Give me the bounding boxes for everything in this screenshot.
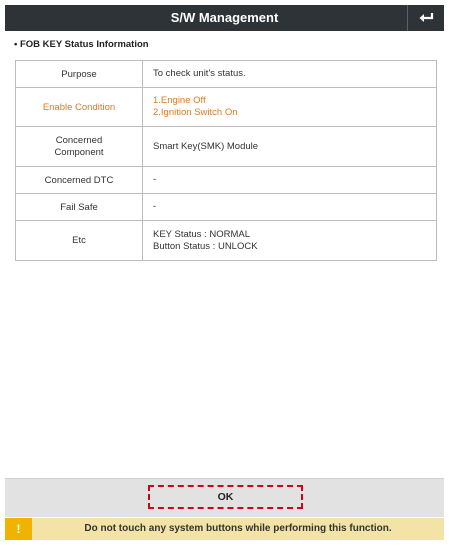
row-value-fail-safe <box>143 194 437 221</box>
value-line: To check unit's status. <box>153 68 246 79</box>
row-label-etc: Etc <box>16 221 143 261</box>
row-value-concerned-dtc <box>143 167 437 194</box>
value-line: Smart Key(SMK) Module <box>153 140 259 152</box>
table-row <box>16 88 437 127</box>
table-row <box>16 221 437 261</box>
warning-message: Do not touch any system buttons while performing this function. <box>84 523 392 534</box>
footer-bar <box>5 478 444 517</box>
back-button[interactable] <box>407 5 444 31</box>
row-label-enable-condition: Enable Condition <box>16 88 143 127</box>
ok-button[interactable]: OK <box>148 485 303 509</box>
row-label-concerned-dtc: Concerned DTC <box>16 167 143 194</box>
return-arrow-icon <box>418 12 434 24</box>
table-row <box>16 61 437 88</box>
table-row <box>16 167 437 194</box>
row-value-enable-condition <box>143 88 437 127</box>
table-row <box>16 127 437 167</box>
row-label-purpose: Purpose <box>16 61 143 88</box>
label-line: Component <box>54 146 104 158</box>
row-value-purpose <box>143 61 437 88</box>
row-label-concerned-component <box>16 127 143 167</box>
table-row <box>16 194 437 221</box>
warning-bar <box>5 518 444 540</box>
value-line: - <box>153 174 157 185</box>
value-line: 1.Engine Off <box>153 95 206 106</box>
value-line: 2.Ignition Switch On <box>153 107 238 118</box>
warning-icon: ! <box>5 518 32 540</box>
row-value-concerned-component <box>143 127 437 167</box>
page-title: S/W Management <box>170 10 279 25</box>
value-line: Button Status : UNLOCK <box>153 240 258 252</box>
row-value-etc <box>143 221 437 261</box>
row-label-fail-safe: Fail Safe <box>16 194 143 221</box>
value-line: - <box>153 201 157 212</box>
value-line: KEY Status : NORMAL <box>153 228 250 240</box>
info-table <box>15 60 437 261</box>
section-heading: • FOB KEY Status Information <box>14 39 149 50</box>
label-line: Concerned <box>55 134 103 146</box>
title-bar <box>5 5 444 31</box>
